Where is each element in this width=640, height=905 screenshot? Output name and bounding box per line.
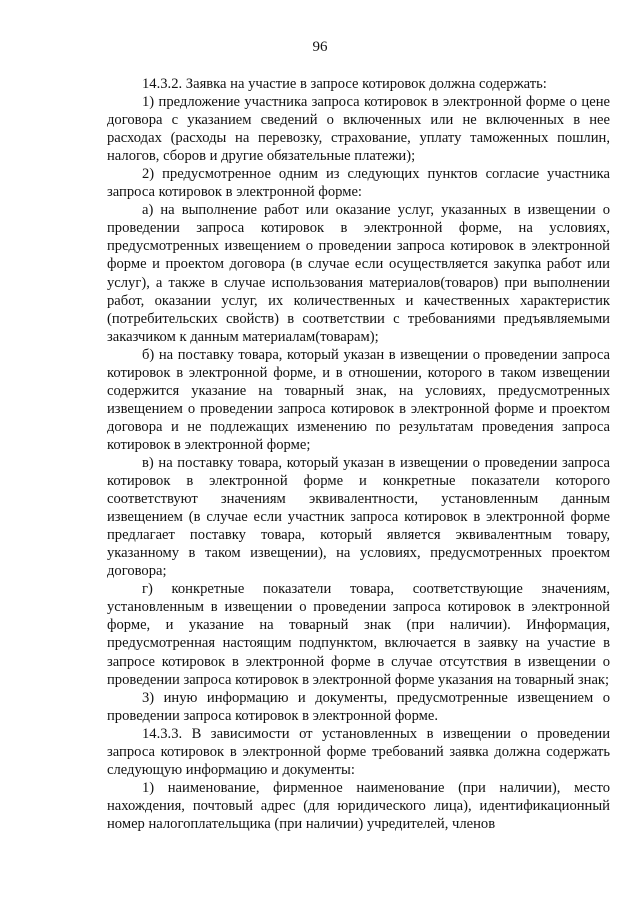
document-body (107, 75, 610, 833)
paragraph-14-3-3-item-1: 1) наименование, фирменное наименование (при наличии), место нахождения, почтовый адрес (для юридического лица), идентификационный номер налогоплательщика (при наличии) учредителей, членов (107, 779, 610, 832)
paragraph-item-1: 1) предложение участника запроса котировок в электронной форме о цене договора с указанием сведений о включенных или не включенных в нее расходах (расходы на перевозку, страхование, уплату таможенных пошлин, налогов, сборов и другие обязательные платежи); (107, 94, 610, 165)
paragraph-item-3: 3) иную информацию и документы, предусмотренные извещением о проведении запроса котировок в электронной форме. (107, 689, 610, 724)
paragraph-14-3-3: 14.3.3. В зависимости от установленных в извещении о проведении запроса котировок в электронной форме требований заявка должна содержать следующую информацию и документы: (107, 725, 610, 778)
paragraph-item-a: а) на выполнение работ или оказание услуг, указанных в извещении о проведении запроса котировок в электронной форме, на условиях, предусмотренных извещением о проведении запроса котировок в электронной форме и проектом договора (в случае если осуществляется закупка работ или услуг), а также в случае использования материалов(товаров) при выполнении работ, оказании услуг, их количественных и качественных характеристик (потребительских свойств) в соответствии с требованиями предъявляемыми заказчиком к данным материалам(товарам); (107, 202, 610, 345)
paragraph-item-g: г) конкретные показатели товара, соответствующие значениям, установленным в извещении о проведении запроса котировок в электронной форме, и указание на товарный знак (при наличии). Информация, предусмотренная настоящим подпунктом, включается в заявку на участие в запросе котировок в электронной форме в случае отсутствия в извещении о проведении запроса котировок в электронной форме указания на товарный знак; (107, 581, 610, 688)
paragraph-item-v: в) на поставку товара, который указан в извещении о проведении запроса котировок в электронной форме и конкретные показатели которого соответствуют значениям эквивалентности, установленным данным извещением (в случае если участник запроса котировок в электронной форме предлагает поставку товара, который является эквивалентным товару, указанному в таком извещении), на условиях, предусмотренных проектом договора; (107, 454, 610, 580)
paragraph-14-3-2: 14.3.2. Заявка на участие в запросе котировок должна содержать: (142, 76, 547, 92)
paragraph-item-b: б) на поставку товара, который указан в извещении о проведении запроса котировок в электронной форме, и в отношении, которого в таком извещении содержится указание на товарный знак, на условиях, предусмотренных извещением о проведении запроса котировок в электронной форме и проектом договора и не подлежащих изменению по результатам проведения запроса котировок в электронной форме; (107, 346, 610, 453)
page-number: 96 (312, 39, 328, 55)
paragraph-item-2: 2) предусмотренное одним из следующих пунктов согласие участника запроса котировок в электронной форме: (107, 166, 610, 201)
